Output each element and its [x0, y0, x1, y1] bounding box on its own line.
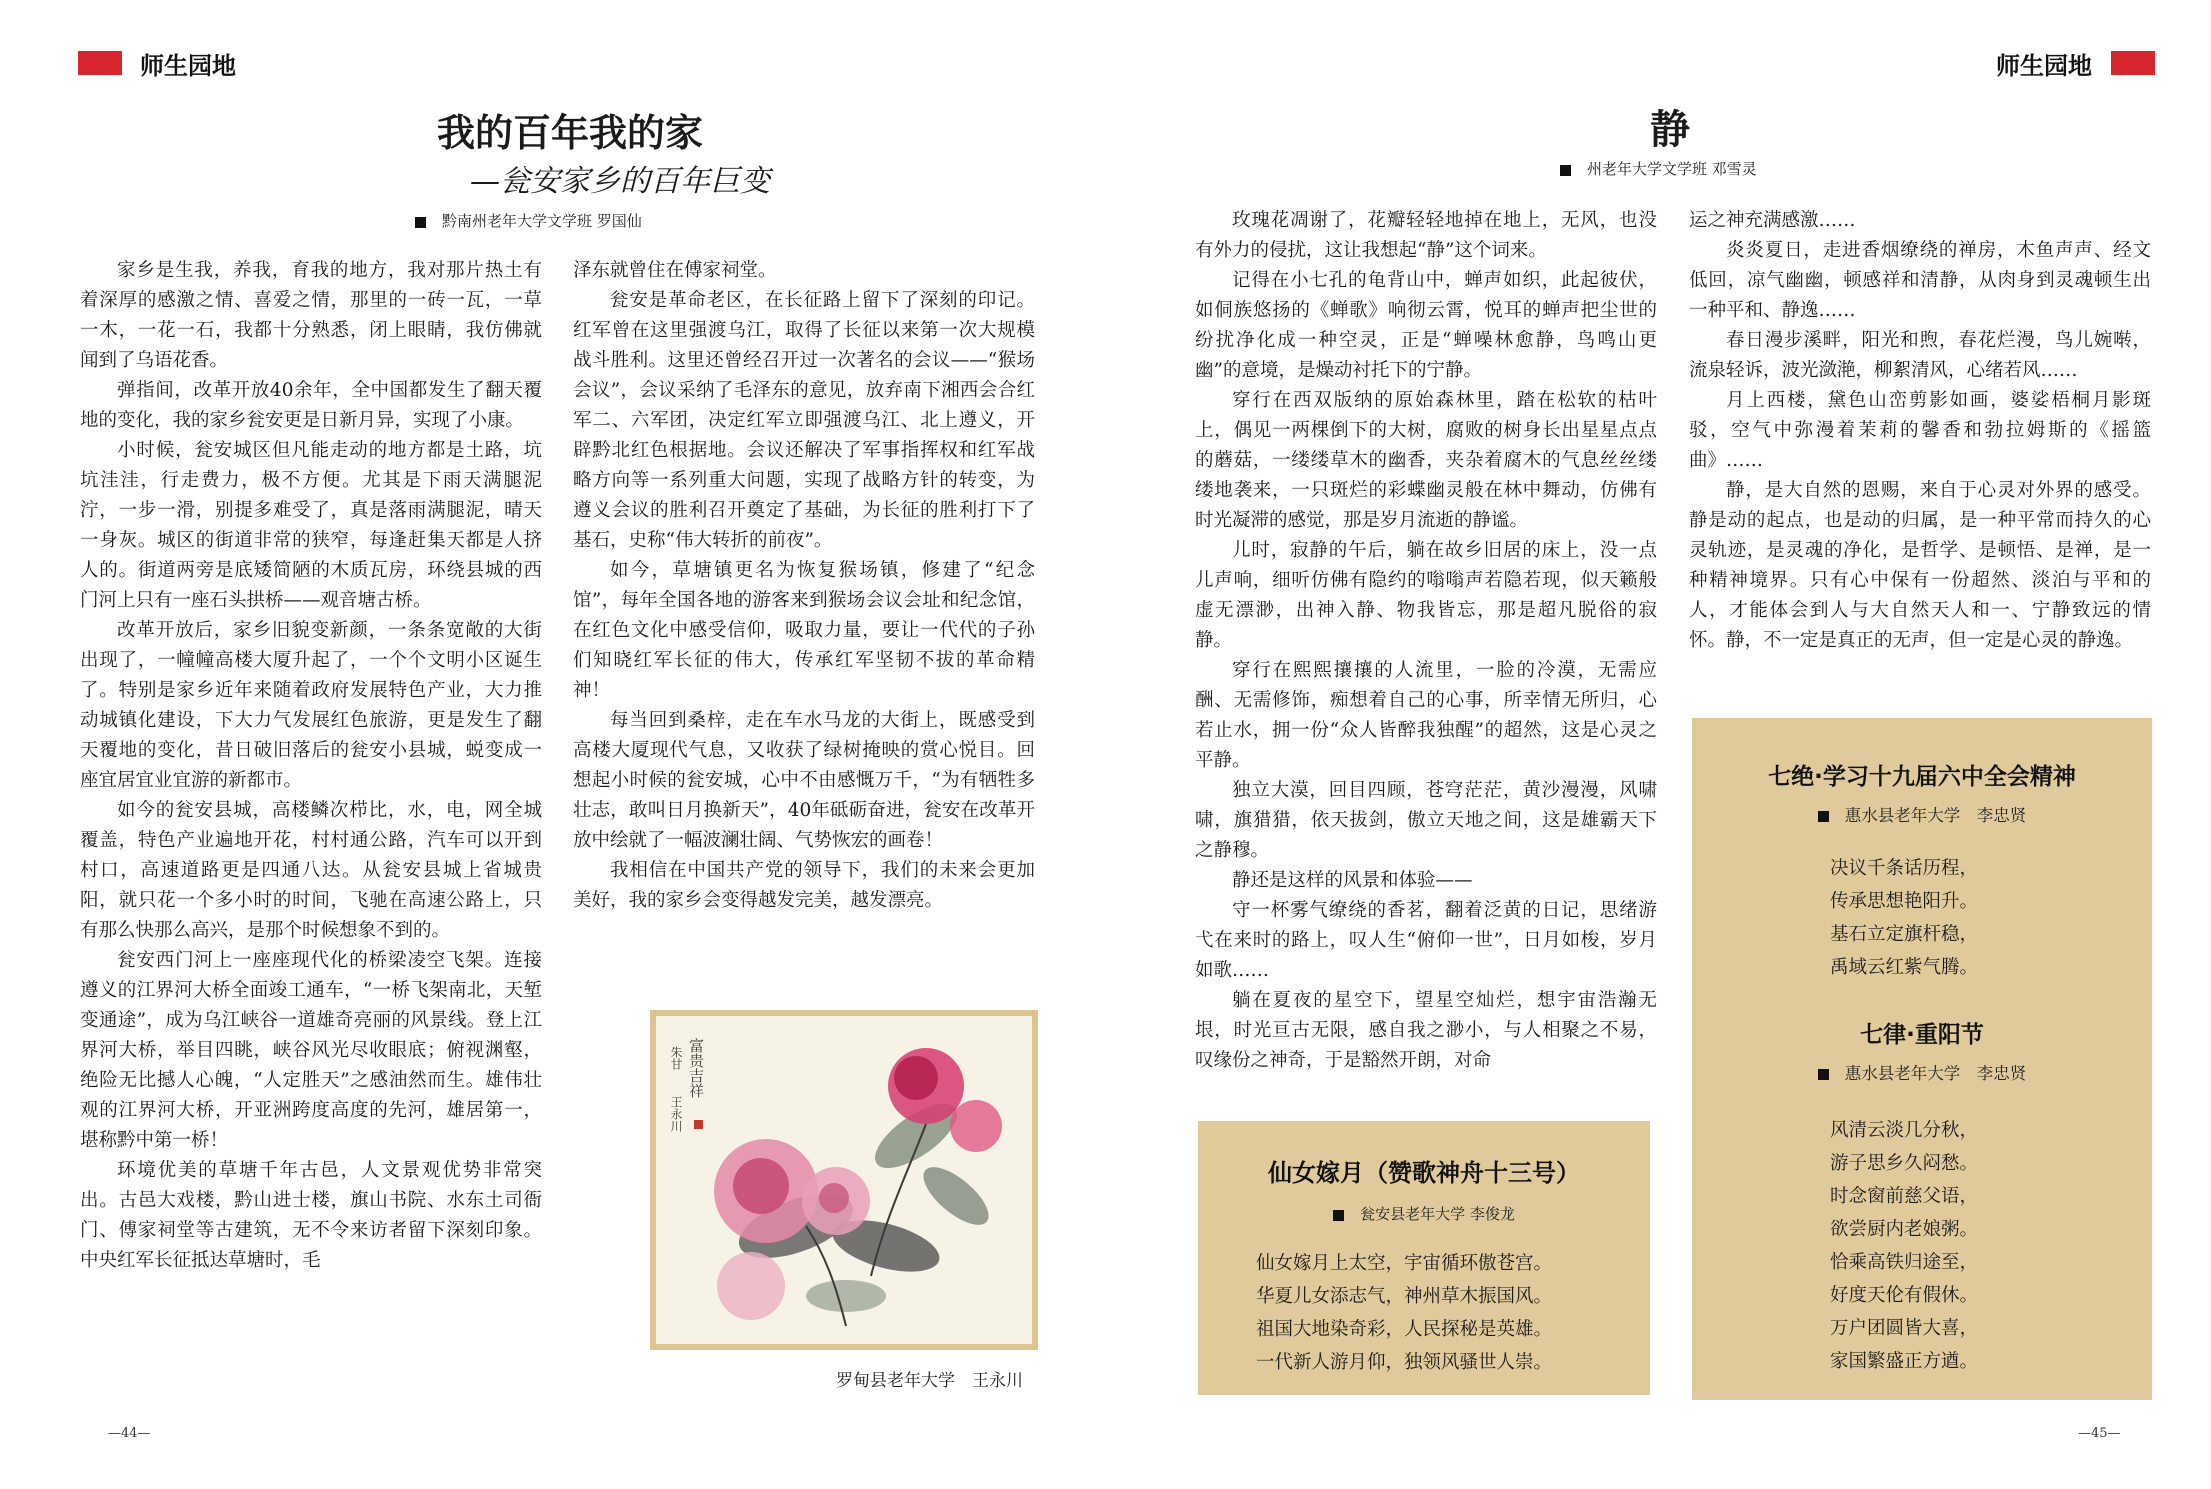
paragraph: 玫瑰花凋谢了，花瓣轻轻地掉在地上，无风，也没有外力的侵扰，这让我想起“静”这个词来。	[1195, 210, 1657, 261]
section-marker-left	[78, 51, 122, 75]
right-article-column-1	[1195, 206, 1657, 1076]
paragraph: 春日漫步溪畔，阳光和煦，春花烂漫，鸟儿婉啭，流泉轻诉，波光潋滟，柳絮清风，心绪若风……	[1689, 330, 2151, 381]
paragraph: 瓮安是革命老区，在长征路上留下了深刻的印记。红军曾在这里强渡乌江，取得了长征以来第一次大规模战斗胜利。这里还曾经召开过一次著名的会议——“猴场会议”，会议采纳了毛泽东的意见，放弃南下湘西会合红军二、六军团，决定红军立即强渡乌江、北上遵义，开辟黔北红色根据地。会议还解决了军事指挥权和红军战略方向等一系列重大问题，实现了战略方针的转变，为遵义会议的胜利召开奠定了基础，为长征的胜利打下了基石，史称“伟大转折的前夜”。	[573, 290, 1035, 551]
paragraph: 守一杯雾气缭绕的香茗，翻着泛黄的日记，思绪游弋在来时的路上，叹人生“俯仰一世”，日月如梭，岁月如歌……	[1195, 900, 1657, 981]
byline-text: 瓮安县老年大学 李俊龙	[1360, 1205, 1515, 1223]
peony-painting-art	[656, 1016, 1032, 1344]
byline-bullet	[1818, 811, 1829, 822]
poem-line: 万户团圆皆大喜，	[1830, 1318, 1979, 1339]
section-header-left: 师生园地	[140, 52, 236, 80]
paragraph: 泽东就曾住在傅家祠堂。	[573, 260, 777, 281]
byline-text: 州老年大学文学班 邓雪灵	[1587, 160, 1757, 178]
paragraph: 静，是大自然的恩赐，来自于心灵对外界的感受。静是动的起点，也是动的归属，是一种平常而持久的心灵轨迹，是灵魂的净化，是哲学、是顿悟、是禅，是一种精神境界。只有心中保有一份超然、淡泊与平和的人，才能体会到人与大自然天人和一、宁静致远的情怀。静，不一定是真正的无声，但一定是心灵的静逸。	[1689, 480, 2151, 651]
paragraph: 每当回到桑梓，走在车水马龙的大街上，既感受到高楼大厦现代气息，又收获了绿树掩映的赏心悦目。回想起小时候的瓮安城，心中不由感慨万千，“为有牺牲多壮志，敢叫日月换新天”，40年砥砺奋进，瓮安在改革开放中绘就了一幅波澜壮阔、气势恢宏的画卷！	[573, 710, 1035, 851]
svg-text:富贵吉祥: 富贵吉祥	[687, 1038, 705, 1098]
poem-title: 仙女嫁月（赞歌神舟十三号）	[1268, 1159, 1580, 1187]
poem-byline	[1692, 802, 2152, 826]
poem-line: 传承思想艳阳升。	[1830, 891, 1979, 912]
poem-line: 基石立定旗杆稳，	[1830, 924, 1979, 945]
byline-bullet	[1333, 1210, 1344, 1221]
svg-text:王永川: 王永川	[669, 1096, 683, 1132]
byline-bullet	[1818, 1069, 1829, 1080]
paragraph: 瓮安西门河上一座座现代化的桥梁凌空飞架。连接遵义的江界河大桥全面竣工通车，“一桥飞架南北，天堑变通途”，成为乌江峡谷一道雄奇亮丽的风景线。登上江界河大桥，举目四眺，峡谷风光尽收眼底；俯视渊壑，绝险无比撼人心魄，“人定胜天”之感油然而生。雄伟壮观的江界河大桥，开亚洲跨度高度的先河，雄居第一，堪称黔中第一桥！	[80, 950, 542, 1151]
paragraph: 穿行在西双版纳的原始森林里，踏在松软的枯叶上，偶见一两棵倒下的大树，腐败的树身长出星星点点的蘑菇，一缕缕草木的幽香，夹杂着腐木的气息丝丝缕缕地袭来，一只斑烂的彩蝶幽灵般在林中舞动，仿佛有时光凝滞的感觉，那是岁月流逝的静谧。	[1195, 390, 1657, 531]
poem-line: 家国繁盛正方遒。	[1830, 1351, 1979, 1372]
right-article-title: 静	[1650, 107, 1690, 153]
paragraph: 如今，草塘镇更名为恢复猴场镇，修建了“纪念馆”，每年全国各地的游客来到猴场会议会址和纪念馆，在红色文化中感受信仰，吸取力量，要让一代代的子孙们知晓红军长征的伟大，传承红军坚韧不拔的革命精神！	[573, 560, 1035, 701]
poem-title: 七律·重阳节	[1860, 1022, 1984, 1048]
poem-line: 恰乘高铁归途至，	[1830, 1252, 1979, 1273]
poem-line: 游子思乡久闷愁。	[1830, 1153, 1979, 1174]
poem-lines	[1830, 1114, 1978, 1378]
paragraph: 小时候，瓮安城区但凡能走动的地方都是土路，坑坑洼洼，行走费力，极不方便。尤其是下雨天满腿泥泞，一步一滑，别提多难受了，真是落雨满腿泥，晴天一身灰。城区的街道非常的狭窄，每逢赶集天都是人挤人的。街道两旁是底矮简陋的木质瓦房，环绕县城的西门河上只有一座石头拱桥——观音塘古桥。	[80, 440, 542, 611]
left-article-column-1	[80, 256, 542, 1276]
paragraph: 儿时，寂静的午后，躺在故乡旧居的床上，没一点儿声响，细听仿佛有隐约的嗡嗡声若隐若现，似天籁般虚无漂渺，出神入静、物我皆忘，那是超凡脱俗的寂静。	[1195, 540, 1657, 651]
paragraph: 静还是这样的风景和体验——	[1232, 870, 1473, 891]
paragraph: 如今的瓮安县城，高楼鳞次栉比，水，电，网全城覆盖，特色产业遍地开花，村村通公路，汽车可以开到村口，高速道路更是四通八达。从瓮安县城上省城贵阳，就只花一个多小时的时间，飞驰在高速公路上，只有那么快那么高兴，是那个时候想象不到的。	[80, 800, 542, 941]
painting-caption: 罗甸县老年大学 王永川	[836, 1371, 1023, 1391]
left-article-title: 我的百年我的家	[436, 111, 703, 155]
right-article-column-2	[1689, 206, 2151, 656]
poem-line: 欲尝厨内老娘粥。	[1830, 1219, 1979, 1240]
poem-line: 时念窗前慈父语，	[1830, 1186, 1979, 1207]
paragraph: 弹指间，改革开放40余年，全中国都发生了翻天覆地的变化，我的家乡瓮安更是日新月异，实现了小康。	[80, 380, 542, 431]
byline-text: 黔南州老年大学文学班 罗国仙	[442, 212, 642, 230]
peony-painting	[650, 1010, 1038, 1350]
poem-line: 仙女嫁月上太空，宇宙循环傲苍宫。	[1256, 1253, 1553, 1274]
page-number-right: —45—	[2078, 1426, 2121, 1441]
section-header-right: 师生园地	[1996, 52, 2092, 80]
paragraph: 炎炎夏日，走进香烟缭绕的禅房，木鱼声声、经文低回，凉气幽幽，顿感祥和清静，从肉身到灵魂顿生出一种平和、静逸……	[1689, 240, 2151, 321]
poem-box-qijue-qilv	[1692, 718, 2152, 1400]
poem-title: 七绝·学习十九届六中全会精神	[1768, 764, 2076, 790]
poem-byline	[1198, 1203, 1650, 1224]
poem-line: 好度天伦有假休。	[1830, 1285, 1979, 1306]
paragraph: 家乡是生我，养我，育我的地方，我对那片热土有着深厚的感激之情、喜爱之情，那里的一砖一瓦，一草一木，一花一石，我都十分熟悉，闭上眼睛，我仿佛就闻到了乌语花香。	[80, 260, 542, 371]
byline-text: 惠水县老年大学 李忠贤	[1844, 806, 2027, 825]
poem-byline	[1692, 1060, 2152, 1084]
byline-text: 惠水县老年大学 李忠贤	[1844, 1064, 2027, 1083]
poem-line: 一代新人游月仰，独领风骚世人崇。	[1256, 1352, 1553, 1373]
left-article-byline	[415, 210, 642, 231]
left-article-column-2	[573, 256, 1035, 916]
paragraph: 改革开放后，家乡旧貌变新颜，一条条宽敞的大街出现了，一幢幢高楼大厦升起了，一个个文明小区诞生了。特别是家乡近年来随着政府发展特色产业，大力推动城镇化建设，下大力气发展红色旅游，更是发生了翻天覆地的变化，昔日破旧落后的瓮安小县城，蜕变成一座宜居宜业宜游的新都市。	[80, 620, 542, 791]
byline-bullet	[1560, 165, 1571, 176]
poem-line: 决议千条话历程，	[1830, 858, 1979, 879]
poem-line: 华夏儿女添志气，神州草木振国风。	[1256, 1286, 1553, 1307]
paragraph: 环境优美的草塘千年古邑，人文景观优势非常突出。古邑大戏楼，黔山进士楼，旗山书院、水东土司衙门、傅家祠堂等古建筑，无不令来访者留下深刻印象。中央红军长征抵达草塘时，毛	[80, 1160, 542, 1271]
poem-line: 风清云淡几分秋，	[1830, 1120, 1979, 1141]
svg-text:朱甘: 朱甘	[669, 1046, 683, 1070]
paragraph: 运之神充满感激……	[1689, 210, 1856, 231]
paragraph: 我相信在中国共产党的领导下，我们的未来会更加美好，我的家乡会变得越发完美，越发漂亮。	[573, 860, 1035, 911]
poem-lines	[1256, 1247, 1552, 1379]
paragraph: 躺在夏夜的星空下，望星空灿烂，想宇宙浩瀚无垠，时光亘古无限，感自我之渺小，与人相聚之不易，叹缘份之神奇，于是豁然开朗，对命	[1195, 990, 1657, 1071]
paragraph: 月上西楼，黛色山峦剪影如画，婆娑梧桐月影斑驳，空气中弥漫着茉莉的馨香和勃拉姆斯的《摇篮曲》……	[1689, 390, 2151, 471]
paragraph: 记得在小七孔的龟背山中，蝉声如织，此起彼伏，如侗族悠扬的《蝉歌》响彻云霄，悦耳的蝉声把尘世的纷扰净化成一种空灵，正是“蝉噪林愈静，鸟鸣山更幽”的意境，是燥动衬托下的宁静。	[1195, 270, 1657, 381]
section-marker-right	[2111, 51, 2155, 75]
paragraph: 穿行在熙熙攘攘的人流里，一脸的冷漠，无需应酬、无需修饰，痴想着自己的心事，所幸情无所归，心若止水，拥一份“众人皆醉我独醒”的超然，这是心灵之平静。	[1195, 660, 1657, 771]
poem-lines	[1830, 852, 1978, 984]
poem-line: 祖国大地染奇彩，人民探秘是英雄。	[1256, 1319, 1553, 1340]
left-article-subtitle: —瓮安家乡的百年巨变	[470, 164, 770, 199]
poem-line: 禹域云红紫气腾。	[1830, 957, 1979, 978]
page-number-left: —44—	[108, 1426, 151, 1441]
paragraph: 独立大漠，回目四顾，苍穹茫茫，黄沙漫漫，风啸啸，旗猎猎，依天拔剑，傲立天地之间，这是雄霸天下之静穆。	[1195, 780, 1657, 861]
byline-bullet	[415, 217, 426, 228]
poem-box-xiannu	[1198, 1121, 1650, 1395]
right-article-byline	[1560, 158, 1757, 179]
